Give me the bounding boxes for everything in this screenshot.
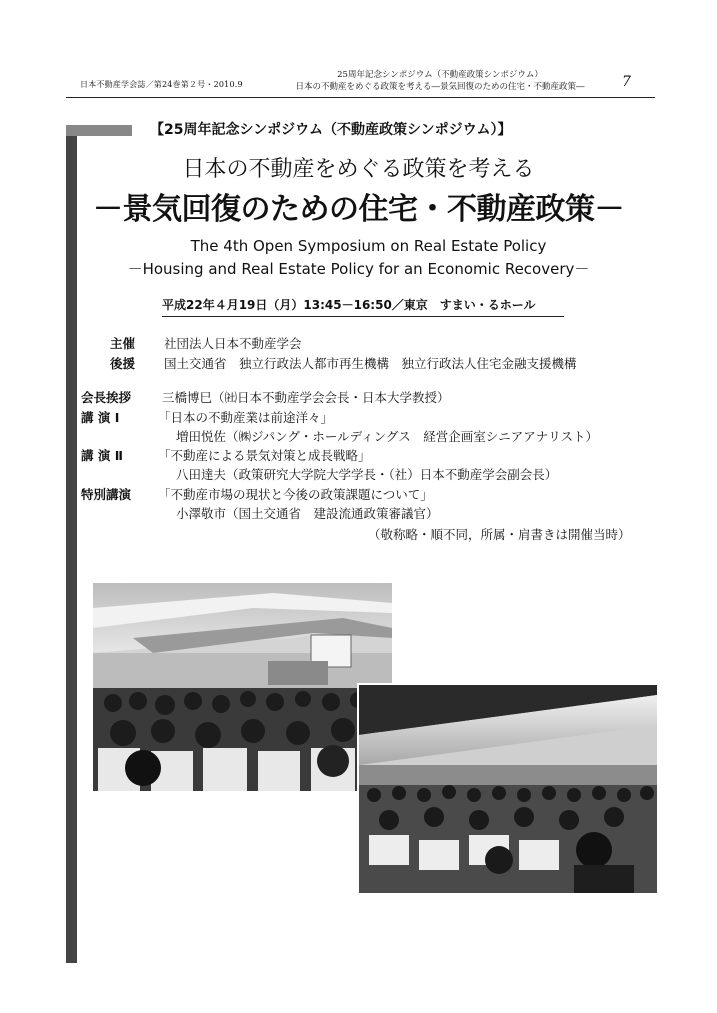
lecture1-speaker: 増田悦佐（㈱ジパング・ホールディングス 経営企画室シニアアナリスト） [176,429,599,444]
support-label: 後援 [110,356,136,371]
date-venue-rule [162,316,564,317]
lecture2-label: 講 演 Ⅱ [81,448,123,463]
english-title: The 4th Open Symposium on Real Estate Policy [190,237,547,255]
english-subtitle: －Housing and Real Estate Policy for an Economic Recovery－ [127,260,590,278]
lecture2-title: 「不動産による景気対策と成長戦略」 [158,448,371,463]
lecture2-speaker: 八田達夫（政策研究大学院大学学長・（社）日本不動産学会副会長） [176,467,558,482]
top-accent-bar [66,125,132,136]
special-label: 特別講演 [81,487,132,502]
article-subtitle: －景気回復のための住宅・不動産政策－ [93,192,624,227]
host-label: 主催 [110,336,136,351]
lecture1-title: 「日本の不動産業は前途洋々」 [158,410,334,425]
host-row [110,338,135,351]
greeting-label: 会長挨拶 [81,390,132,405]
article-title: 日本の不動産をめぐる政策を考える [182,157,535,182]
lecture1-label: 講 演 Ⅰ [81,410,120,425]
support-row [110,358,135,371]
running-title-line1: 25周年記念シンポジウム（不動産政策シンポジウム） [337,70,543,80]
running-title-line2: 日本の不動産をめぐる政策を考える―景気回復のための住宅・不動産政策― [295,82,585,92]
symposium-tag: 【25周年記念シンポジウム（不動産政策シンポジウム）】 [150,122,512,138]
journal-citation: 日本不動産学会誌／第24巻第２号・2010.9 [80,80,243,89]
date-venue: 平成22年４月19日（月）13:45－16:50／東京 すまい・るホール [162,298,536,312]
special-title: 「不動産市場の現状と今後の政策課題について」 [158,487,433,502]
page-number: 7 [622,74,631,90]
symposium-photo-2 [357,683,657,893]
greeting-value: 三橋博巳（㈳日本不動産学会会長・日本大学教授） [162,390,450,405]
support-value: 国土交通省 独立行政法人都市再生機構 独立行政法人住宅金融支援機構 [164,356,577,371]
special-speaker: 小澤敬市（国土交通省 建設流通政策審議官） [176,506,439,521]
host-value: 社団法人日本不動産学会 [164,336,302,351]
header-rule [66,97,655,98]
symposium-photo-1 [93,583,392,791]
note: （敬称略・順不同，所属・肩書きは開催当時） [368,527,631,542]
